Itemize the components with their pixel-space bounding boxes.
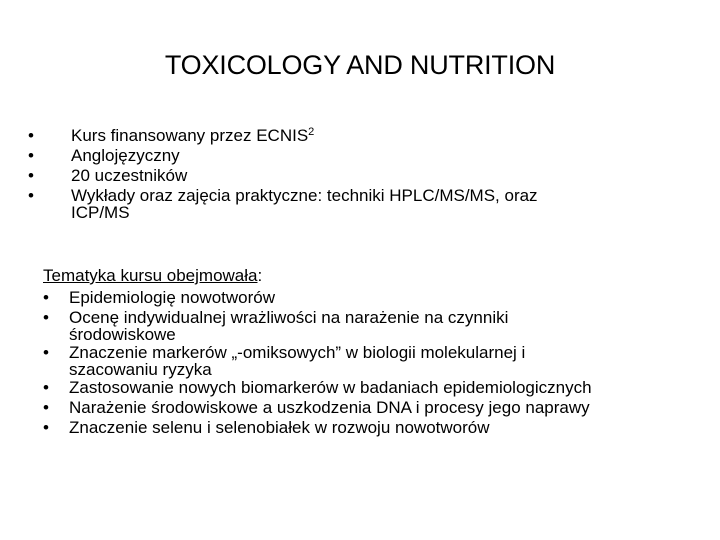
list-item xyxy=(28,166,668,186)
list-item xyxy=(28,146,668,166)
bullet-text: Wykłady oraz zajęcia praktyczne: techniki HPLC/MS/MS, oraz xyxy=(71,186,538,205)
topic-text: Znaczenie selenu i selenobiałek w rozwoju nowotworów xyxy=(69,418,490,437)
bullet-continuation: ICP/MS xyxy=(71,203,130,222)
topic-text: Narażenie środowiskowe a uszkodzenia DNA i procesy jego naprawy xyxy=(69,398,590,417)
list-item xyxy=(43,308,703,343)
course-info-list xyxy=(28,126,668,221)
topics-section xyxy=(43,266,703,438)
topic-text: Zastosowanie nowych biomarkerów w badaniach epidemiologicznych xyxy=(69,378,592,397)
topic-text: Znaczenie markerów „-omiksowych” w biologii molekularnej i xyxy=(69,343,526,362)
bullet-text: Kurs finansowany przez ECNIS xyxy=(71,126,309,145)
list-item xyxy=(43,418,703,438)
list-item xyxy=(28,126,668,146)
topics-heading: Tematyka kursu obejmowała xyxy=(43,266,258,285)
bullet-text: 20 uczestników xyxy=(71,166,188,185)
list-item xyxy=(43,398,703,418)
topic-text: Epidemiologię nowotworów xyxy=(69,288,276,307)
topic-continuation: szacowaniu ryzyka xyxy=(69,360,212,379)
list-item xyxy=(43,288,703,308)
list-item xyxy=(28,186,668,221)
topics-heading-line xyxy=(43,266,703,286)
list-item xyxy=(43,378,703,398)
slide-title: TOXICOLOGY AND NUTRITION xyxy=(164,50,556,80)
bullet-text: Anglojęzyczny xyxy=(71,146,180,165)
topics-list xyxy=(43,288,703,438)
topic-continuation: środowiskowe xyxy=(69,325,176,344)
superscript: 2 xyxy=(308,126,315,138)
list-item xyxy=(43,343,703,378)
topic-text: Ocenę indywidualnej wrażliwości na narażenie na czynniki xyxy=(69,308,509,327)
topics-colon: : xyxy=(257,266,263,285)
